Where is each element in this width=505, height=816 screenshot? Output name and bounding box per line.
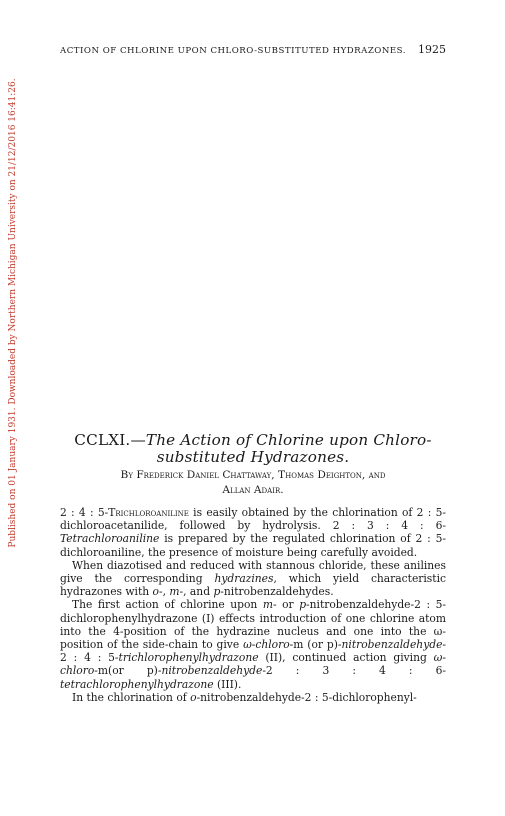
emphasis: -nitrobenzaldehyde [157, 664, 263, 678]
text: m(or p) [97, 664, 158, 678]
text: -nitrobenzaldehyde-2 : 5-dichlorophenylhydrazone (I) effects introduction of one chlorine atom into the 4-position of the hydrazine nucleus and one into the ω-position of the side-chain to give [60, 598, 446, 652]
text: -2 : 3 : 4 : 6- [262, 664, 446, 678]
text: -nitrobenzaldehyde-2 : 5-dichlorophenyl- [196, 690, 417, 704]
title-text-2: substituted Hydrazones. [156, 448, 350, 466]
emphasis: tetrachlorophenylhydrazone [60, 677, 214, 691]
running-head-title: ACTION OF CHLORINE UPON CHLORO-SUBSTITUTED HYDRAZONES. [60, 46, 406, 56]
authors-line-1 [60, 468, 446, 483]
text: The first action of chlorine upon [72, 598, 263, 612]
text: m (or p) [293, 638, 338, 652]
text: (III). [213, 677, 242, 691]
emphasis: o [152, 585, 159, 599]
emphasis: p [213, 585, 221, 599]
text: -, and [179, 585, 214, 599]
text: 2 : 4 : 5- [60, 651, 119, 665]
text: 2 : 4 : 5- [60, 506, 109, 519]
emphasis: trichlorophenylhydrazone [118, 651, 259, 665]
compound-name: Trichloroaniline [108, 506, 189, 519]
text: - or [272, 598, 300, 612]
text: (II), continued action giving [258, 651, 434, 665]
paragraph-4 [60, 691, 446, 704]
article-number: CCLXI. [74, 431, 131, 449]
text: When diazotised and reduced with stannous chloride, these anilines give the corresponding [60, 558, 446, 586]
author-block [60, 468, 446, 498]
text: -nitrobenzaldehydes. [220, 585, 334, 599]
emphasis: m [169, 585, 180, 599]
article-title [60, 432, 446, 466]
paragraph-1 [60, 506, 446, 559]
running-head [60, 43, 446, 56]
title-line-2 [60, 449, 446, 466]
text: In the chlorination of [72, 690, 191, 704]
emphasis: -nitrobenzaldehyde- [337, 638, 447, 652]
emphasis: m [262, 598, 273, 612]
emphasis: ω-chloro- [60, 651, 446, 678]
publication-note[interactable]: Published on 01 January 1931. Downloaded by Northern Michigan University on 21/12/2016 16:41:26. [8, 78, 18, 548]
text: -, [158, 585, 170, 599]
text: is prepared by the regulated chlorination of 2 : 5-dichloroaniline, the presence of moisture being carefully avoided. [60, 532, 446, 559]
text: , which yield characteristic hydrazones with [60, 572, 446, 599]
compound-name: Tetrachloroaniline [60, 532, 160, 546]
text: is easily obtained by the chlorination of 2 : 5-dichloroacetanilide, followed by hydrolysis. 2 : 3 : 4 : 6- [60, 506, 446, 533]
emphasis: p [299, 598, 307, 612]
emphasis: hydrazines [214, 572, 274, 586]
title-line-1 [60, 432, 446, 449]
authors-by: By [120, 469, 133, 481]
emphasis: ω-chloro- [243, 638, 294, 652]
authors-names-2: Allan Adair. [222, 484, 284, 496]
title-dash: — [130, 431, 146, 449]
title-text-1: The Action of Chlorine upon Chloro- [145, 431, 432, 449]
publication-sidebar [6, 72, 20, 554]
authors-names-1: Frederick Daniel Chattaway, Thomas Deighton, and [136, 469, 386, 481]
paragraph-3 [60, 598, 446, 690]
article-body [60, 506, 446, 704]
paragraph-2 [60, 559, 446, 599]
emphasis: o [190, 690, 197, 704]
page-number: 1925 [418, 43, 446, 56]
